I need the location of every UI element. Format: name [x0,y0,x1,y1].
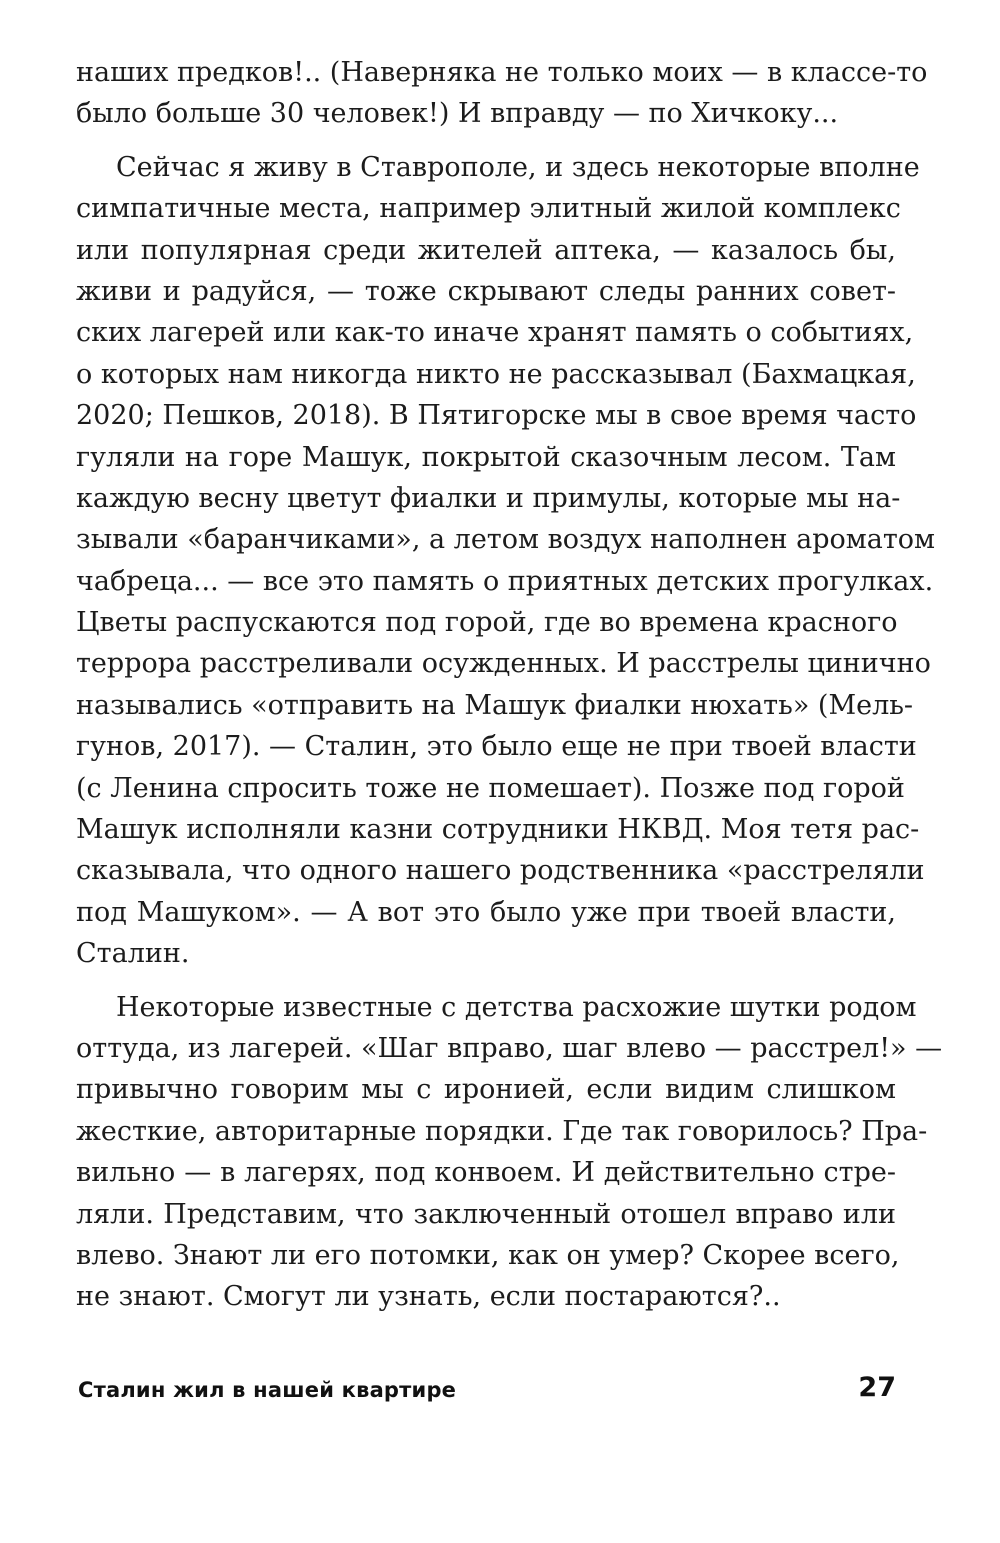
text-line: наших предков!.. (Наверняка не только моих — в классе-то [76,57,928,88]
text-line: было больше 30 человек!) И вправду — по Хичкоку... [76,98,839,130]
paragraph-gap [76,135,896,147]
text-line: не знают. Смогут ли узнать, если постараются?.. [76,1281,781,1313]
paragraph [76,52,928,135]
text-line: привычно говорим мы с иронией, если видим слишком [76,1074,896,1106]
text-line: 2020; Пешков, 2018). В Пятигорске мы в свое время часто [76,400,917,432]
text-line: под Машуком». — А вот это было уже при твоей власти, [76,896,896,928]
text-line: вильно — в лагерях, под конвоем. И действительно стре- [76,1157,896,1189]
running-title: Сталин жил в нашей квартире [78,1378,457,1402]
text-line: оттуда, из лагерей. «Шаг вправо, шаг влево — расстрел!» — [76,1032,943,1064]
text-line: симпатичные места, например элитный жилой комплекс [76,193,901,225]
text-line: террора расстреливали осужденных. И расстрелы цинично [76,648,931,680]
body-text [76,52,943,1318]
text-line: гунов, 2017). — Сталин, это было еще не при твоей власти [76,731,917,763]
text-line: ских лагерей или как-то иначе хранят память о событиях, [76,317,914,349]
text-line: Сейчас я живу в Ставрополе, и здесь некоторые вполне [116,151,920,183]
text-line: чабреца... — все это память о приятных детских прогулках. [76,565,934,597]
text-line: Некоторые известные с детства расхожие шутки родом [116,991,917,1023]
text-line: жесткие, авторитарные порядки. Где так говорилось? Пра- [76,1115,928,1147]
text-line: влево. Знают ли его потомки, как он умер? Скорее всего, [76,1239,900,1271]
paragraph [76,987,943,1318]
text-line: гуляли на горе Машук, покрытой сказочным лесом. Там [76,441,896,473]
text-line: (с Ленина спросить тоже не помешает). Позже под горой [76,772,905,804]
page-number: 27 [858,1372,896,1403]
text-line: живи и радуйся, — тоже скрывают следы ранних совет- [76,275,896,307]
text-line: или популярная среди жителей аптека, — казалось бы, [76,234,896,266]
paragraph [76,147,936,975]
paragraph-gap [76,975,896,987]
text-line: зывали «баранчиками», а летом воздух наполнен ароматом [76,524,936,556]
text-line: Сталин. [76,938,190,970]
text-line: сказывала, что одного нашего родственника «расстреляли [76,855,925,887]
text-line: о которых нам никогда никто не рассказывал (Бахмацкая, [76,358,916,390]
page-footer [78,1372,896,1412]
text-line: ляли. Представим, что заключенный отошел вправо или [76,1198,896,1230]
text-line: Цветы распускаются под горой, где во времена красного [76,607,898,639]
text-line: Машук исполняли казни сотрудники НКВД. Моя тетя рас- [76,814,920,846]
text-line: каждую весну цветут фиалки и примулы, которые мы на- [76,482,901,514]
text-line: назывались «отправить на Машук фиалки нюхать» (Мель- [76,689,914,721]
